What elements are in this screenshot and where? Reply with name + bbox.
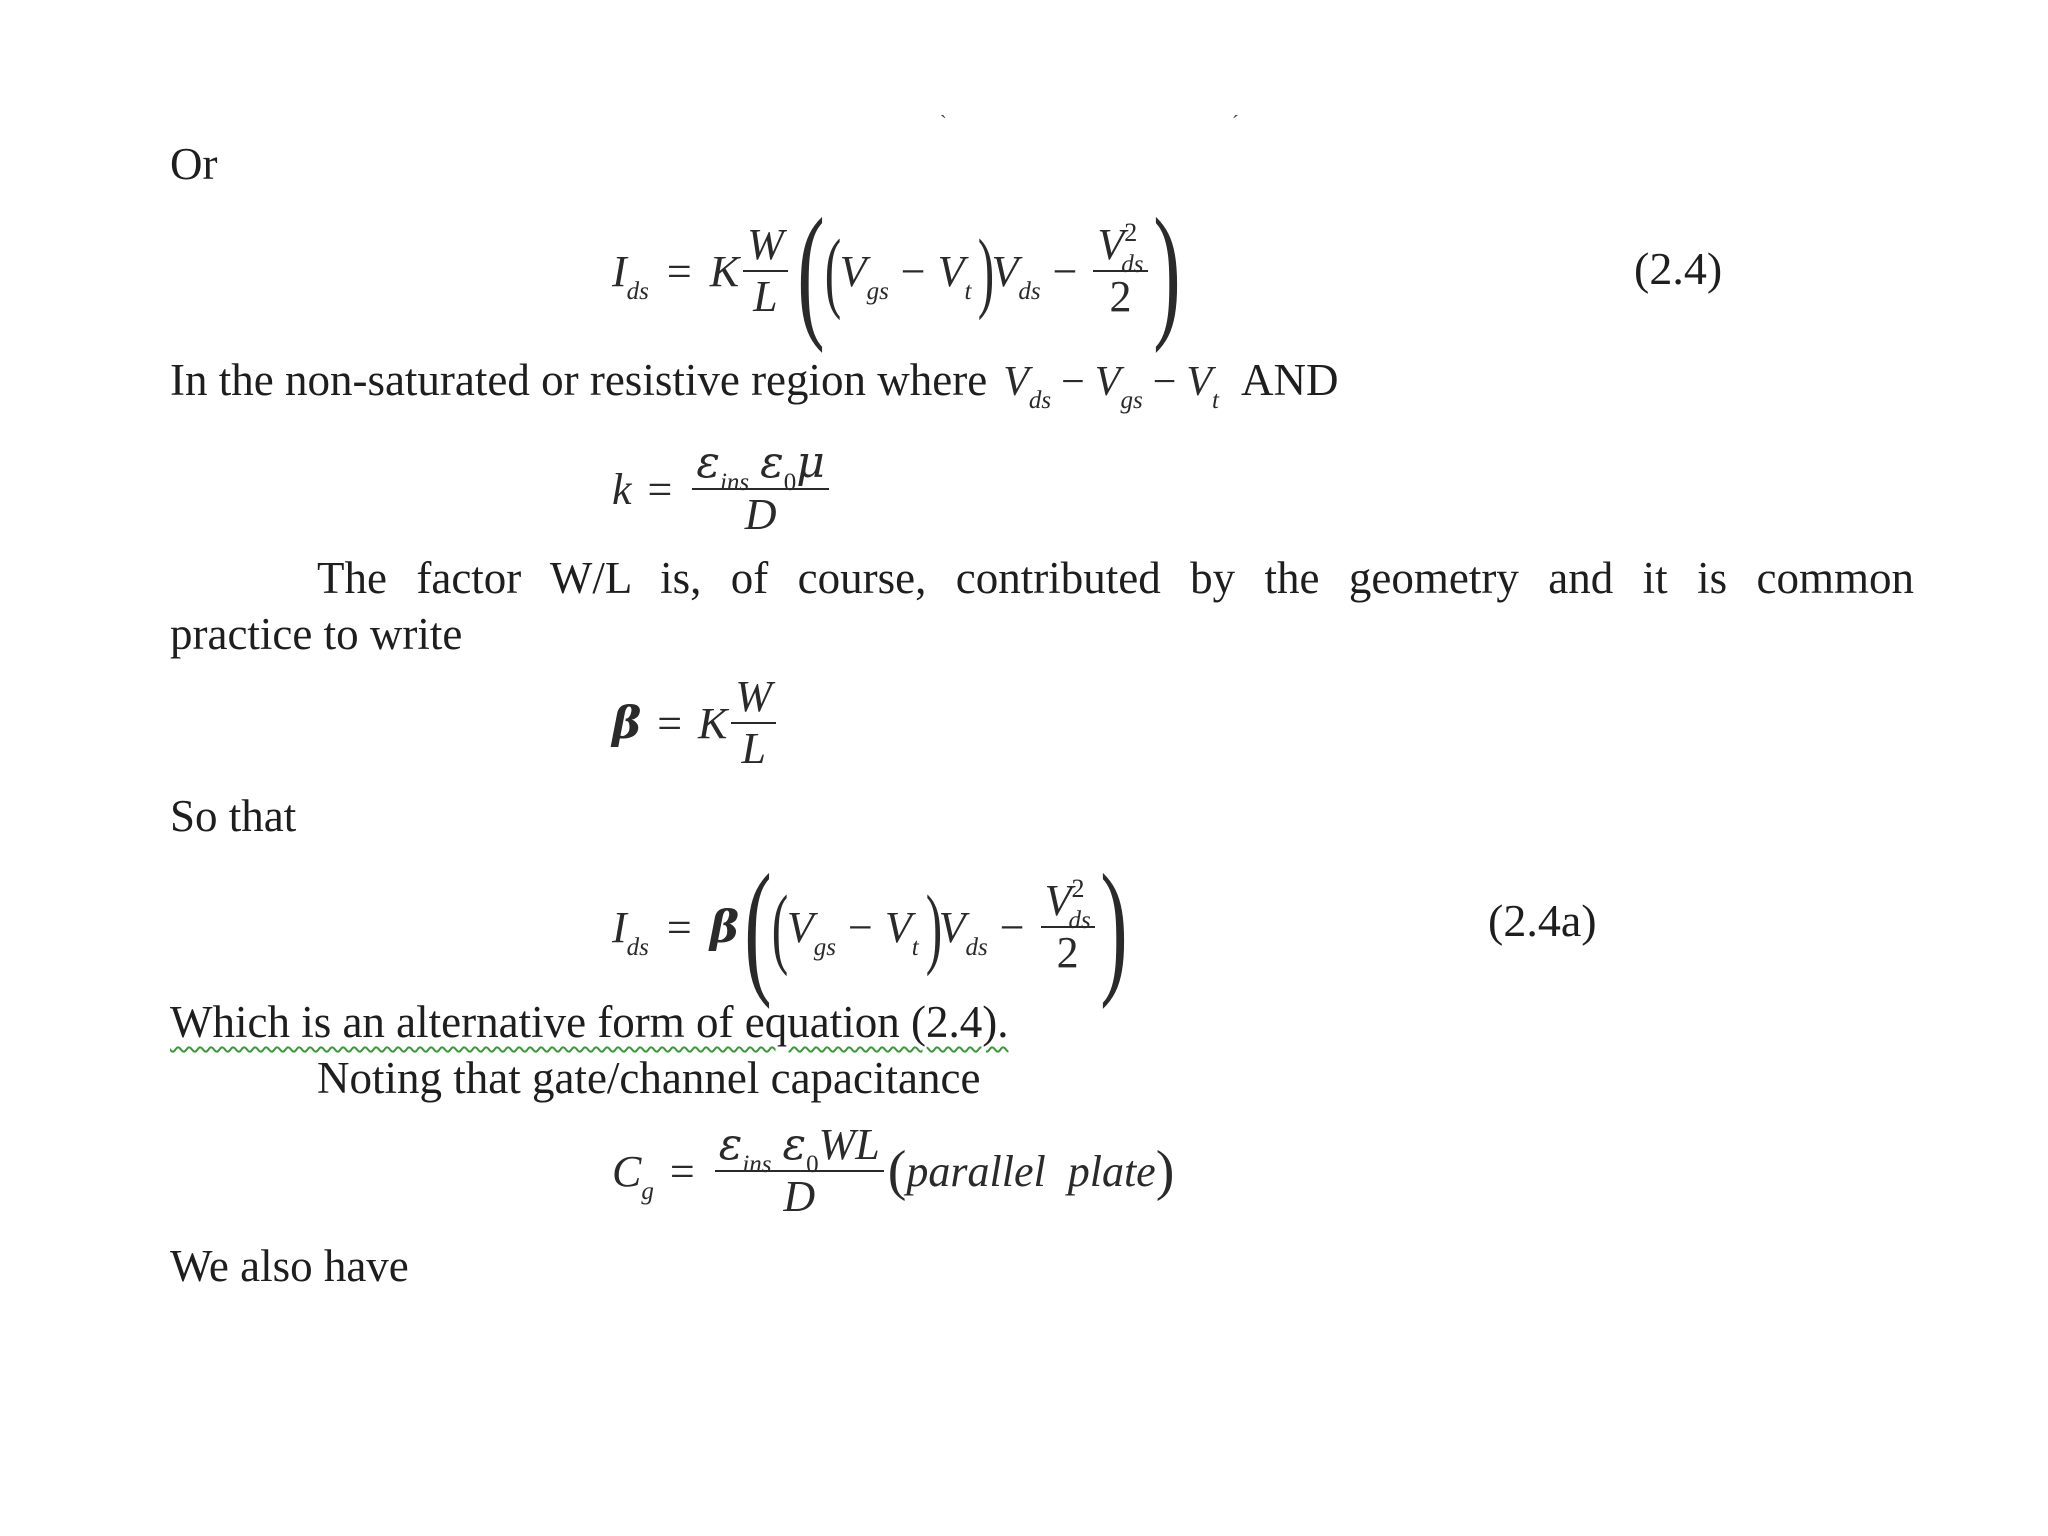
equation-beta: β = K $\frac{W}{L}$ [612,674,780,772]
text-nonsaturated-prefix: In the non-saturated or resistive region where [170,355,988,405]
stray-mark-left: ` [940,112,947,134]
equation-number-2-4: (2.4) [1634,243,1723,294]
parallel-plate-label: parallel plate [906,1146,1156,1196]
equation-k: k = $\frac{\varepsilon_{ins} \varepsilon_0\mu}{D}$ [612,440,833,538]
text-and: AND [1240,355,1339,405]
equation-ids-beta: $I_{ds}$ = β ( ( $V_{gs}$ − $V_t$ ) $V_{ds}$ − $\frac{V^2_{ds}}{2}$ ) [612,844,1128,1010]
text-noting-capacitance: Noting that gate/channel capacitance [317,1053,981,1103]
inline-condition-math: $V_{ds} - V_{gs} - V_t$ [1003,359,1219,414]
text-or: Or [170,139,218,189]
equation-ids-k: $I_{ds}$ = K $\frac{W}{L}$ ( ( $V_{gs}$ − $V_t$ ) $V_{ds}$ − $\frac{V^2_{ds}}{2}$ ) [612,188,1181,354]
text-factor-line1: The factor W/L is, of course, contributed by the geometry and it is common [317,553,1914,603]
equation-cg: $C_g$ = $\frac{\varepsilon_{ins} \varepsilon_0WL}{D}$ ( parallel plate ) [612,1119,1175,1222]
text-alternative-form: Which is an alternative form of equation (2.4). [170,997,1009,1047]
equation-number-2-4a: (2.4a) [1488,895,1597,946]
text-we-also-have: We also have [170,1241,409,1291]
text-factor-line2: practice to write [170,609,463,659]
text-so-that: So that [170,791,297,841]
stray-mark-right: ´ [1232,112,1239,134]
text-nonsaturated-line [170,355,1339,414]
